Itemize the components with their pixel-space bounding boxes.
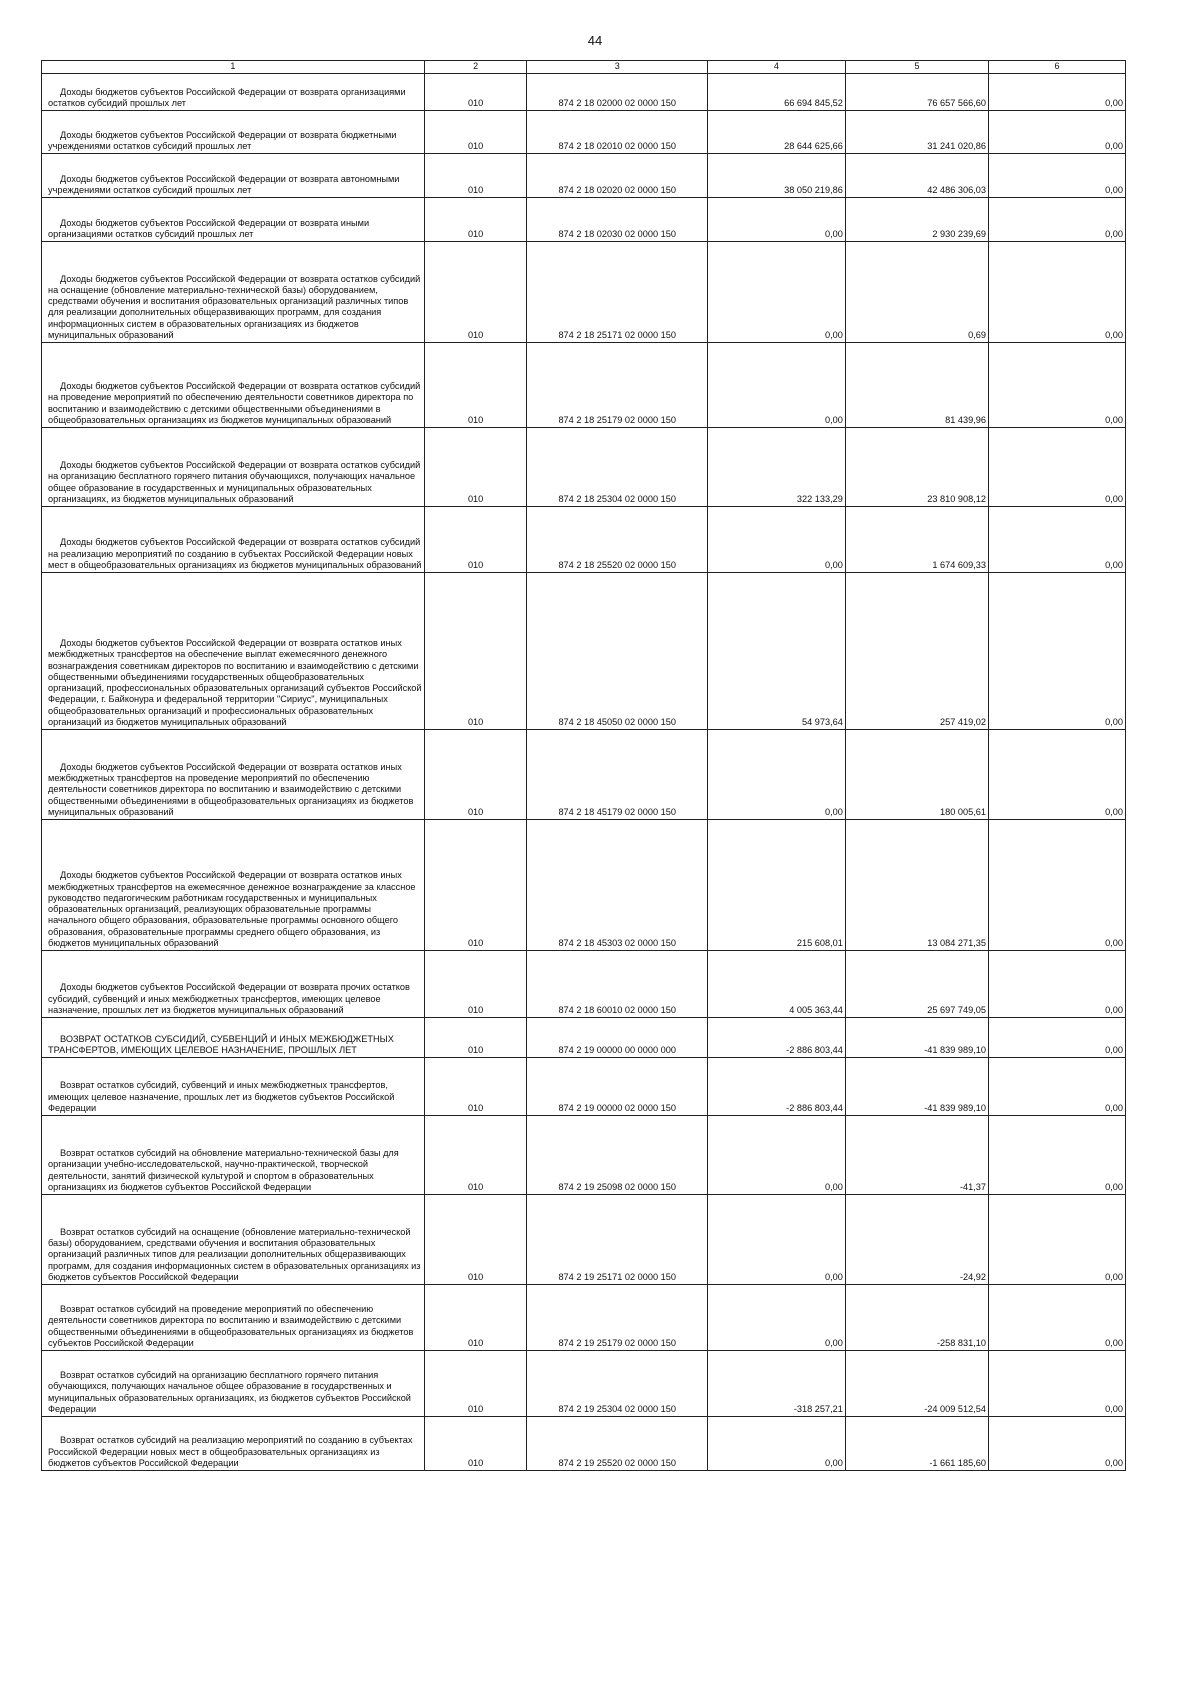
row-code: 010 (424, 428, 527, 507)
row-value-col4: -2 886 803,44 (707, 1018, 845, 1058)
row-value-col6: 0,00 (989, 951, 1126, 1018)
row-code: 010 (424, 1116, 527, 1195)
row-value-col5: -41,37 (845, 1116, 988, 1195)
row-code: 010 (424, 343, 527, 428)
table-row (42, 154, 1126, 198)
row-value-col6: 0,00 (989, 111, 1126, 154)
row-code: 010 (424, 111, 527, 154)
col-header-4: 4 (707, 61, 845, 74)
row-value-col6: 0,00 (989, 1018, 1126, 1058)
col-header-5: 5 (845, 61, 988, 74)
table-row (42, 1285, 1126, 1351)
row-value-col4: 0,00 (707, 242, 845, 343)
row-kbk: 874 2 18 60010 02 0000 150 (527, 951, 707, 1018)
row-name: Доходы бюджетов субъектов Российской Федерации от возврата остатков иных межбюджетных трансфертов на ежемесячное денежное вознаграждение за классное руководство педагогическим работникам государственных и муниципальных образовательных организаций, реализующих образовательные программы начального общего образования, образовательные программы основного общего образования, образовательные программы среднего общего образования, из бюджетов муниципальных образований (48, 870, 416, 948)
row-name: Доходы бюджетов субъектов Российской Федерации от возврата остатков субсидий на организацию бесплатного горячего питания обучающихся, получающих начальное общее образование в государственных и муниципальных образовательных организациях, из бюджетов муниципальных образований (48, 460, 421, 504)
row-value-col6: 0,00 (989, 820, 1126, 951)
row-kbk: 874 2 19 00000 00 0000 000 (527, 1018, 707, 1058)
row-kbk: 874 2 18 25304 02 0000 150 (527, 428, 707, 507)
table-row (42, 951, 1126, 1018)
row-name: Доходы бюджетов субъектов Российской Федерации от возврата бюджетными учреждениями остатков субсидий прошлых лет (48, 129, 397, 151)
row-value-col6: 0,00 (989, 507, 1126, 573)
table-header (42, 61, 1126, 74)
row-kbk: 874 2 19 25171 02 0000 150 (527, 1195, 707, 1285)
row-code: 010 (424, 154, 527, 198)
row-value-col5: -41 839 989,10 (845, 1018, 988, 1058)
row-value-col5: 1 674 609,33 (845, 507, 988, 573)
row-value-col4: 0,00 (707, 1195, 845, 1285)
row-name: Возврат остатков субсидий на оснащение (обновление материально-технической базы) оборудованием, средствами обучения и воспитания образовательных организаций различных типов для реализации дополнительных общеразвивающих программ, для создания информационных систем в образовательных организациях из бюджетов субъектов Российской Федерации (48, 1226, 421, 1282)
table-row (42, 507, 1126, 573)
row-value-col6: 0,00 (989, 198, 1126, 242)
row-value-col6: 0,00 (989, 1417, 1126, 1471)
row-value-col5: 31 241 020,86 (845, 111, 988, 154)
row-value-col6: 0,00 (989, 1058, 1126, 1116)
row-value-col4: -2 886 803,44 (707, 1058, 845, 1116)
row-value-col5: 81 439,96 (845, 343, 988, 428)
row-name: Возврат остатков субсидий, субвенций и иных межбюджетных трансфертов, имеющих целевое назначение, прошлых лет из бюджетов субъектов Российской Федерации (48, 1080, 395, 1113)
table-row (42, 1351, 1126, 1417)
row-value-col5: -1 661 185,60 (845, 1417, 988, 1471)
row-value-col5: 2 930 239,69 (845, 198, 988, 242)
row-value-col5: 23 810 908,12 (845, 428, 988, 507)
row-value-col4: 0,00 (707, 507, 845, 573)
row-value-col6: 0,00 (989, 428, 1126, 507)
row-value-col4: 28 644 625,66 (707, 111, 845, 154)
row-code: 010 (424, 1058, 527, 1116)
row-kbk: 874 2 19 25179 02 0000 150 (527, 1285, 707, 1351)
row-name: Доходы бюджетов субъектов Российской Федерации от возврата остатков субсидий на реализацию мероприятий по созданию в субъектах Российской Федерации новых мест в общеобразовательных организациях из бюджетов муниципальных образований (48, 537, 422, 570)
row-value-col5: 257 419,02 (845, 573, 988, 730)
row-value-col4: 322 133,29 (707, 428, 845, 507)
row-name: Возврат остатков субсидий на проведение мероприятий по обеспечению деятельности советников директора по воспитанию и взаимодействию с детскими общественными объединениями в общеобразовательных организациях из бюджетов субъектов Российской Федерации (48, 1304, 414, 1348)
row-value-col6: 0,00 (989, 573, 1126, 730)
row-code: 010 (424, 730, 527, 820)
row-kbk: 874 2 18 25520 02 0000 150 (527, 507, 707, 573)
table-row (42, 198, 1126, 242)
row-value-col4: 0,00 (707, 1116, 845, 1195)
row-value-col6: 0,00 (989, 74, 1126, 111)
row-value-col6: 0,00 (989, 730, 1126, 820)
row-code: 010 (424, 573, 527, 730)
page-number: 44 (587, 33, 603, 48)
col-header-6: 6 (989, 61, 1126, 74)
table-row (42, 1058, 1126, 1116)
table-row (42, 820, 1126, 951)
row-value-col6: 0,00 (989, 1116, 1126, 1195)
table-row (42, 111, 1126, 154)
row-kbk: 874 2 18 45303 02 0000 150 (527, 820, 707, 951)
table-row (42, 1417, 1126, 1471)
row-name: Доходы бюджетов субъектов Российской Федерации от возврата организациями остатков субсидий прошлых лет (48, 86, 406, 108)
row-value-col5: 13 084 271,35 (845, 820, 988, 951)
table-row (42, 730, 1126, 820)
row-value-col5: 25 697 749,05 (845, 951, 988, 1018)
row-value-col4: 0,00 (707, 343, 845, 428)
row-value-col4: 0,00 (707, 198, 845, 242)
row-name: Возврат остатков субсидий на реализацию мероприятий по созданию в субъектах Российской Федерации новых мест в общеобразовательных организациях из бюджетов субъектов Российской Федерации (48, 1435, 413, 1468)
row-code: 010 (424, 198, 527, 242)
row-code: 010 (424, 507, 527, 573)
row-kbk: 874 2 18 02030 02 0000 150 (527, 198, 707, 242)
row-value-col5: 180 005,61 (845, 730, 988, 820)
row-code: 010 (424, 1285, 527, 1351)
row-value-col6: 0,00 (989, 1195, 1126, 1285)
row-value-col5: -41 839 989,10 (845, 1058, 988, 1116)
row-kbk: 874 2 18 25171 02 0000 150 (527, 242, 707, 343)
row-value-col4: 54 973,64 (707, 573, 845, 730)
row-code: 010 (424, 74, 527, 111)
table-row (42, 1018, 1126, 1058)
header-row (42, 61, 1126, 74)
col-header-1: 1 (42, 61, 425, 74)
row-value-col6: 0,00 (989, 242, 1126, 343)
row-value-col5: 76 657 566,60 (845, 74, 988, 111)
row-name: Доходы бюджетов субъектов Российской Федерации от возврата остатков субсидий на оснащение (обновление материально-технической базы) оборудованием, средствами обучения и воспитания образовательных организаций различных типов для реализации дополнительных общеразвивающих программ, для создания информационных систем в образовательных организациях из бюджетов муниципальных образований (48, 273, 421, 340)
row-value-col5: -24,92 (845, 1195, 988, 1285)
table-row (42, 1116, 1126, 1195)
row-kbk: 874 2 18 02010 02 0000 150 (527, 111, 707, 154)
row-name: Возврат остатков субсидий на обновление материально-технической базы для организации учебно-исследовательской, научно-практической, творческой деятельности, занятий физической культурой и спортом в образовательных организациях из бюджетов субъектов Российской Федерации (48, 1148, 399, 1192)
col-header-3: 3 (527, 61, 707, 74)
row-kbk: 874 2 18 02000 02 0000 150 (527, 74, 707, 111)
row-value-col5: 0,69 (845, 242, 988, 343)
row-code: 010 (424, 1018, 527, 1058)
row-code: 010 (424, 1195, 527, 1285)
row-kbk: 874 2 18 45179 02 0000 150 (527, 730, 707, 820)
row-name: Возврат остатков субсидий на организацию бесплатного горячего питания обучающихся, получающих начальное общее образование в государственных и муниципальных образовательных организациях, из бюджетов субъектов Российской Федерации (48, 1370, 411, 1414)
row-value-col4: 215 608,01 (707, 820, 845, 951)
row-value-col5: 42 486 306,03 (845, 154, 988, 198)
row-code: 010 (424, 820, 527, 951)
row-value-col4: 38 050 219,86 (707, 154, 845, 198)
row-code: 010 (424, 242, 527, 343)
row-code: 010 (424, 1351, 527, 1417)
table-row (42, 1195, 1126, 1285)
row-value-col6: 0,00 (989, 1351, 1126, 1417)
row-value-col6: 0,00 (989, 154, 1126, 198)
table-row (42, 242, 1126, 343)
row-name: Доходы бюджетов субъектов Российской Федерации от возврата автономными учреждениями остатков субсидий прошлых лет (48, 173, 400, 195)
row-value-col4: 0,00 (707, 1417, 845, 1471)
table-body (42, 74, 1126, 1471)
row-value-col4: 4 005 363,44 (707, 951, 845, 1018)
row-kbk: 874 2 19 25304 02 0000 150 (527, 1351, 707, 1417)
row-name: Доходы бюджетов субъектов Российской Федерации от возврата иными организациями остатков субсидий прошлых лет (48, 217, 370, 239)
row-name: Доходы бюджетов субъектов Российской Федерации от возврата прочих остатков субсидий, субвенций и иных межбюджетных трансфертов, имеющих целевое назначение, прошлых лет из бюджетов муниципальных образований (48, 982, 410, 1015)
row-kbk: 874 2 18 25179 02 0000 150 (527, 343, 707, 428)
row-value-col4: 66 694 845,52 (707, 74, 845, 111)
row-code: 010 (424, 951, 527, 1018)
row-value-col6: 0,00 (989, 1285, 1126, 1351)
row-value-col5: -258 831,10 (845, 1285, 988, 1351)
table-row (42, 428, 1126, 507)
row-value-col4: 0,00 (707, 730, 845, 820)
row-kbk: 874 2 19 25098 02 0000 150 (527, 1116, 707, 1195)
table-row (42, 343, 1126, 428)
row-value-col4: 0,00 (707, 1285, 845, 1351)
row-kbk: 874 2 18 02020 02 0000 150 (527, 154, 707, 198)
row-kbk: 874 2 18 45050 02 0000 150 (527, 573, 707, 730)
row-kbk: 874 2 19 00000 02 0000 150 (527, 1058, 707, 1116)
table-row (42, 573, 1126, 730)
row-name: Доходы бюджетов субъектов Российской Федерации от возврата остатков иных межбюджетных трансфертов на проведение мероприятий по обеспечению деятельности советников директора по воспитанию и взаимодействию с детскими общественными объединениями в общеобразовательных организациях из бюджетов муниципальных образований (48, 761, 414, 817)
row-name: Доходы бюджетов субъектов Российской Федерации от возврата остатков субсидий на проведение мероприятий по обеспечению деятельности советников директора по воспитанию и взаимодействию с детскими общественными объединениями в общеобразовательных организациях из бюджетов муниципальных образований (48, 381, 421, 425)
row-value-col5: -24 009 512,54 (845, 1351, 988, 1417)
report-table (41, 60, 1126, 1471)
row-kbk: 874 2 19 25520 02 0000 150 (527, 1417, 707, 1471)
row-code: 010 (424, 1417, 527, 1471)
table-row (42, 74, 1126, 111)
col-header-2: 2 (424, 61, 527, 74)
row-value-col6: 0,00 (989, 343, 1126, 428)
row-name: ВОЗВРАТ ОСТАТКОВ СУБСИДИЙ, СУБВЕНЦИЙ И ИНЫХ МЕЖБЮДЖЕТНЫХ ТРАНСФЕРТОВ, ИМЕЮЩИХ ЦЕЛЕВОЕ НАЗНАЧЕНИЕ, ПРОШЛЫХ ЛЕТ (48, 1033, 394, 1055)
row-value-col4: -318 257,21 (707, 1351, 845, 1417)
row-name: Доходы бюджетов субъектов Российской Федерации от возврата остатков иных межбюджетных трансфертов на обеспечение выплат ежемесячного денежного вознаграждения советникам директоров по воспитанию и взаимодействию с детскими общественными объединениями государственных общеобразовательных организаций, профессиональных образовательных организаций субъектов Российской Федерации, г. Байконура и федеральной территории "Сириус", муниципальных общеобразовательных организаций и профессиональных образовательных организаций из бюджетов муниципальных образований (48, 638, 422, 727)
